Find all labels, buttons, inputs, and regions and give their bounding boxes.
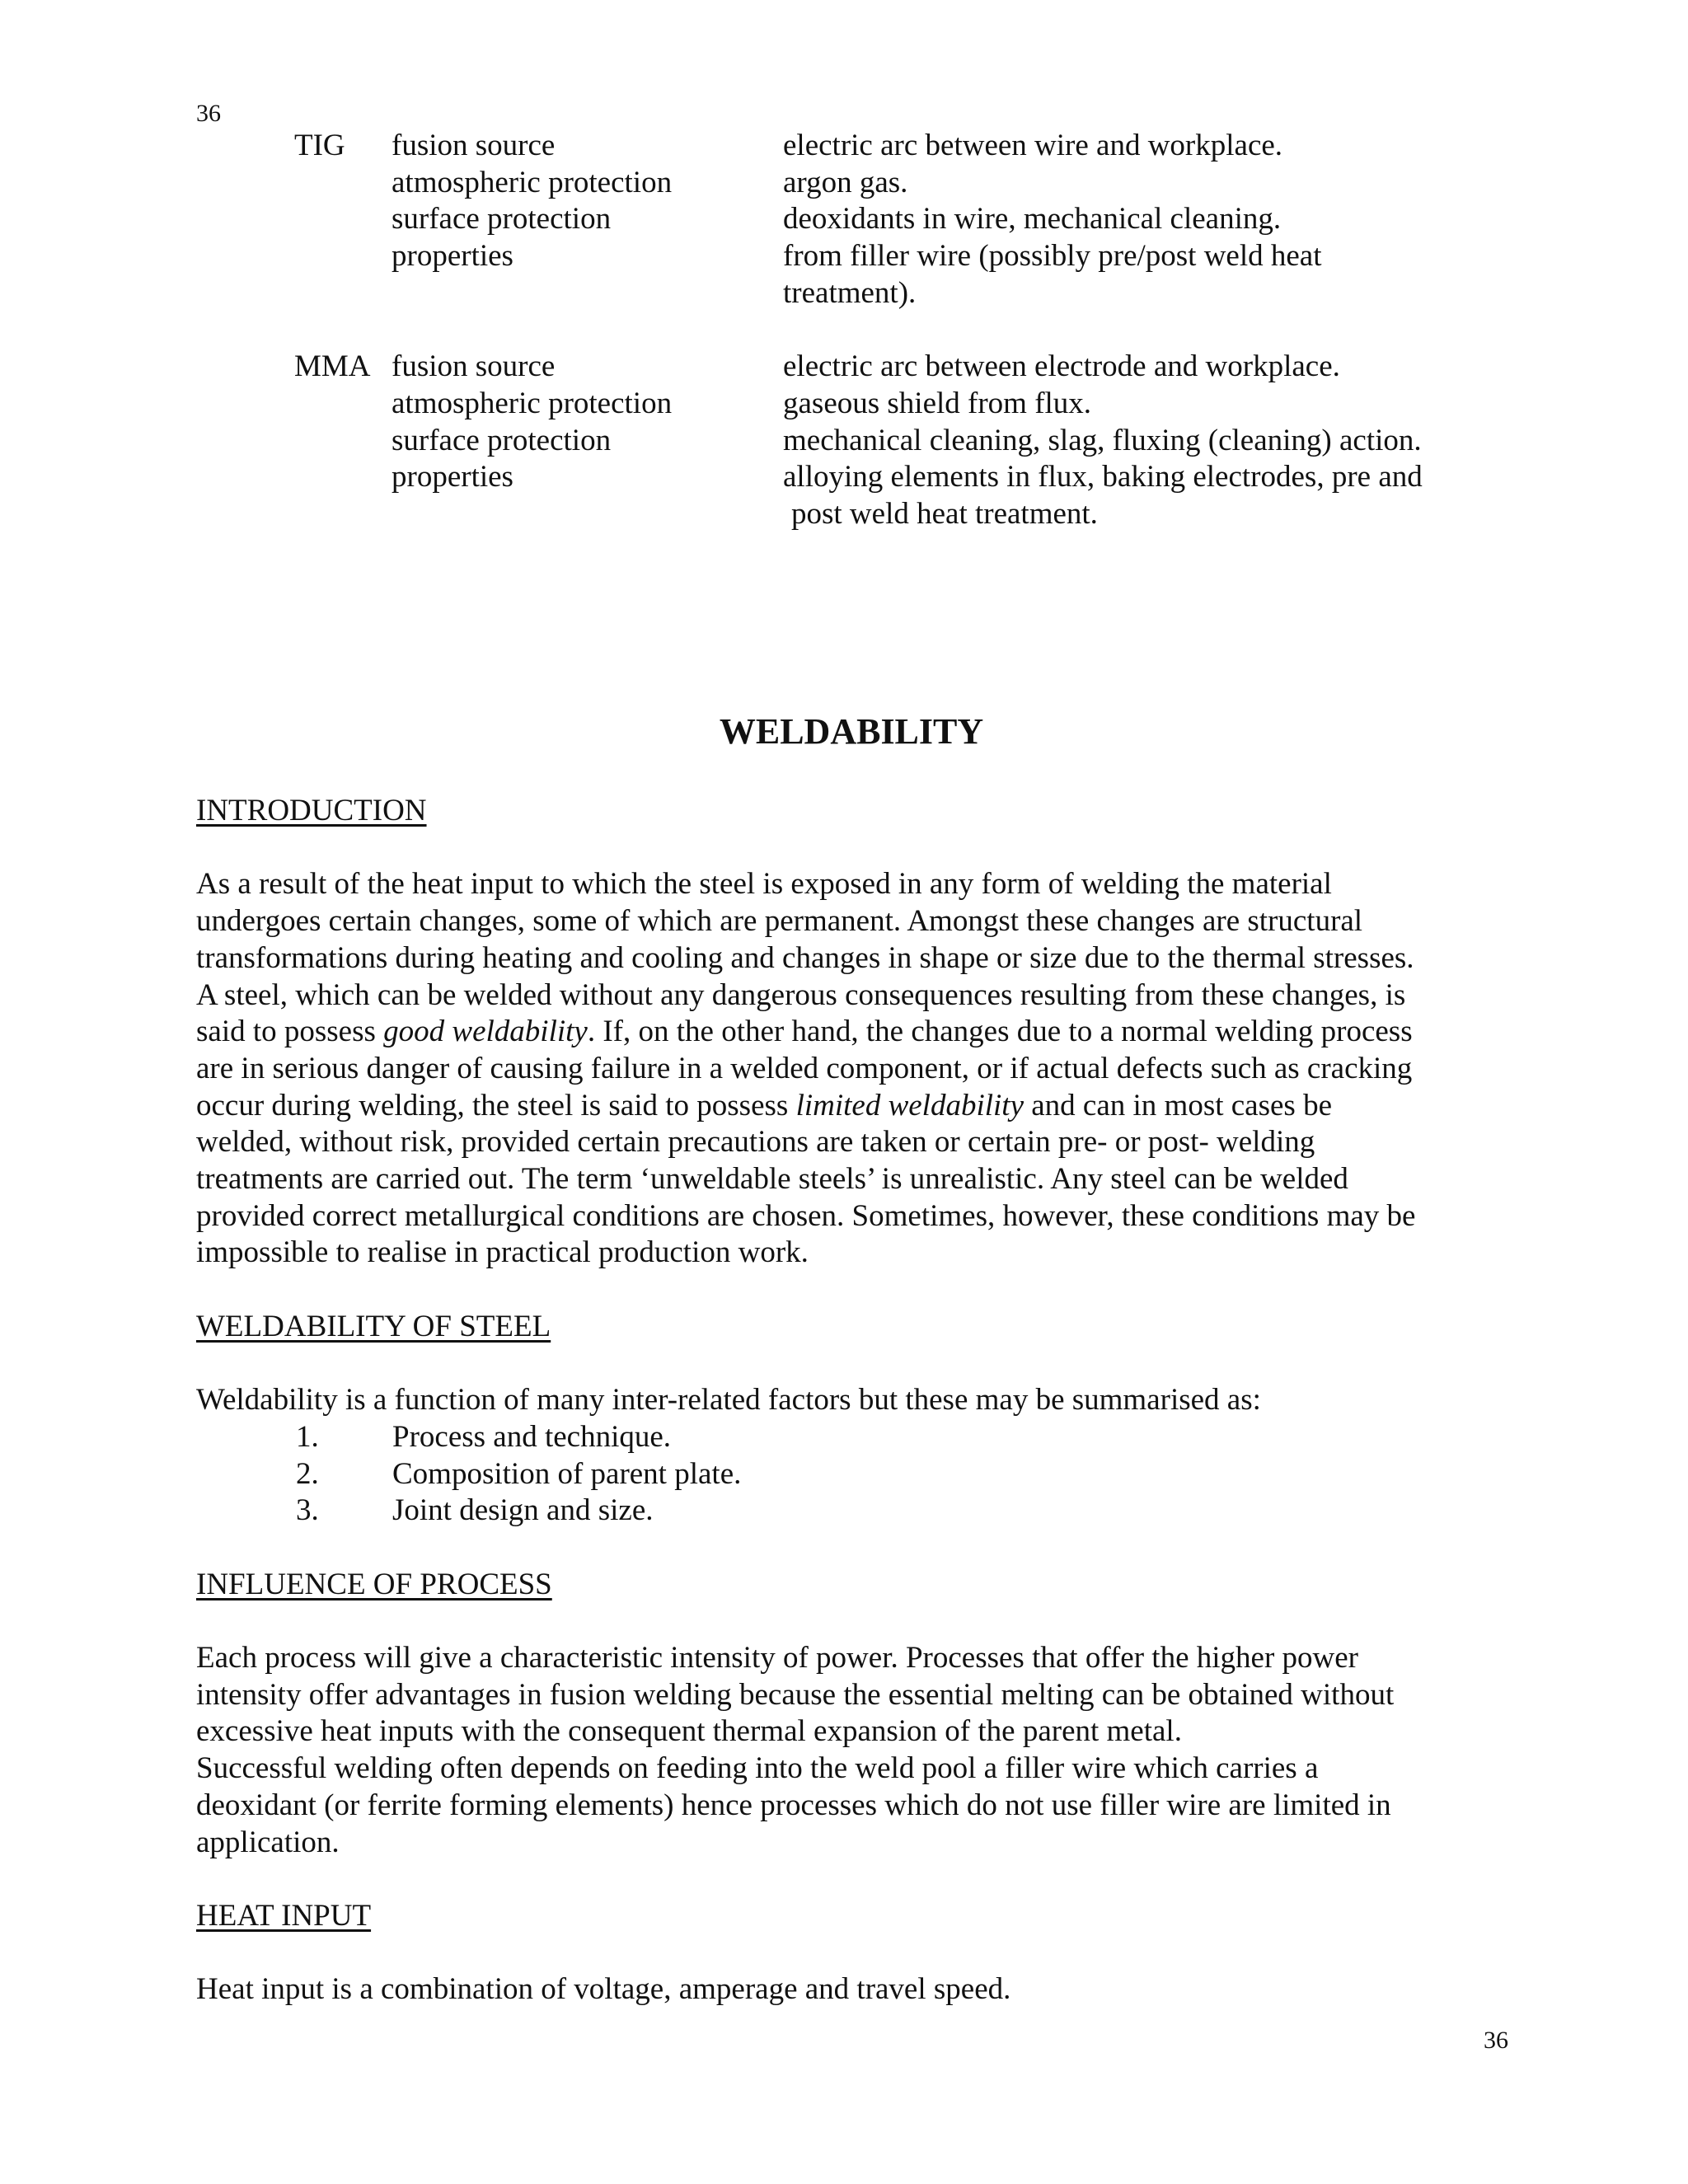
paragraph-line: deoxidant (or ferrite forming elements) hence processes which do not use filler wire are limited in: [196, 1788, 1391, 1822]
process-detail: mechanical cleaning, slag, fluxing (cleaning) action.: [783, 423, 1422, 457]
section-heading-weldability-of-steel: WELDABILITY OF STEEL: [196, 1309, 551, 1343]
process-code: TIG: [294, 129, 345, 162]
page-number-bottom: 36: [1484, 2027, 1508, 2054]
document-body: [196, 793, 1515, 2008]
paragraph-line: treatments are carried out. The term ‘unweldable steels’ is unrealistic. Any steel can be welded: [196, 1162, 1348, 1197]
process-aspect: surface protection: [392, 423, 612, 457]
section-heading-introduction: INTRODUCTION: [196, 794, 427, 827]
text-run: occur during welding, the steel is said to possess: [196, 1088, 796, 1122]
list-text: Process and technique.: [392, 1419, 672, 1454]
text-run: . If, on the other hand, the changes due to a normal welding process: [587, 1015, 1413, 1049]
list-text: Joint design and size.: [392, 1493, 654, 1528]
paragraph-line: Successful welding often depends on feeding into the weld pool a filler wire which carries a: [196, 1751, 1319, 1786]
list-item: [196, 1456, 1515, 1493]
process-aspect: properties: [392, 239, 513, 274]
paragraph-line: Weldability is a function of many inter-related factors but these may be summarised as:: [196, 1383, 1261, 1418]
process-detail: argon gas.: [783, 165, 908, 199]
process-detail: electric arc between wire and workplace.: [783, 129, 1283, 162]
text-run: and can in most cases be: [1024, 1088, 1332, 1122]
paragraph-line: [196, 1088, 1515, 1125]
list-number: 1.: [296, 1419, 319, 1454]
paragraph-line: intensity offer advantages in fusion welding because the essential melting can be obtained without: [196, 1677, 1395, 1712]
page-title: WELDABILITY: [719, 711, 984, 752]
text-run: said to possess: [196, 1015, 384, 1049]
emphasis-limited-weldability: limited weldability: [795, 1088, 1024, 1122]
page-number-top: 36: [196, 100, 221, 127]
process-detail: electric arc between electrode and workplace.: [783, 349, 1340, 384]
paragraph-line: application.: [196, 1825, 340, 1859]
section-heading-influence-of-process: INFLUENCE OF PROCESS: [196, 1567, 552, 1601]
paragraph-line: A steel, which can be welded without any dangerous consequences resulting from these changes, is: [196, 977, 1406, 1012]
process-detail: deoxidants in wire, mechanical cleaning.: [783, 202, 1282, 237]
paragraph-line: [196, 1014, 1515, 1051]
process-code: MMA: [294, 349, 371, 384]
process-aspect: fusion source: [392, 349, 556, 384]
paragraph-line: Heat input is a combination of voltage, amperage and travel speed.: [196, 1972, 1011, 2007]
process-aspect: atmospheric protection: [392, 386, 673, 420]
list-number: 2.: [296, 1456, 319, 1491]
paragraph-line: transformations during heating and cooling and changes in shape or size due to the thermal stresses.: [196, 940, 1414, 975]
process-detail: from filler wire (possibly pre/post weld heat: [783, 239, 1322, 274]
process-aspect: fusion source: [392, 129, 556, 162]
section-heading-heat-input: HEAT INPUT: [196, 1898, 372, 1933]
process-aspect: atmospheric protection: [392, 165, 673, 199]
process-detail: treatment).: [783, 275, 917, 310]
process-aspect: properties: [392, 460, 513, 494]
process-aspect: surface protection: [392, 202, 612, 237]
process-detail: gaseous shield from flux.: [783, 386, 1092, 420]
paragraph-line: welded, without risk, provided certain precautions are taken or certain pre- or post- welding: [196, 1125, 1315, 1160]
paragraph-line: Each process will give a characteristic intensity of power. Processes that offer the higher power: [196, 1641, 1358, 1675]
list-item: [196, 1493, 1515, 1530]
paragraph-line: As a result of the heat input to which the steel is exposed in any form of welding the material: [196, 867, 1332, 902]
list-item: [196, 1419, 1515, 1456]
paragraph-line: undergoes certain changes, some of which are permanent. Amongst these changes are structural: [196, 904, 1363, 939]
paragraph-line: excessive heat inputs with the consequent thermal expansion of the parent metal.: [196, 1714, 1182, 1749]
paragraph-line: provided correct metallurgical conditions are chosen. Sometimes, however, these conditions may be: [196, 1198, 1416, 1233]
process-detail: alloying elements in flux, baking electrodes, pre and: [783, 460, 1423, 494]
list-text: Composition of parent plate.: [392, 1456, 742, 1491]
paragraph-line: are in serious danger of causing failure in a welded component, or if actual defects such as cracking: [196, 1051, 1413, 1085]
process-detail: post weld heat treatment.: [791, 496, 1098, 531]
emphasis-good-weldability: good weldability: [383, 1015, 588, 1049]
paragraph-line: impossible to realise in practical production work.: [196, 1235, 809, 1270]
list-number: 3.: [296, 1493, 319, 1528]
